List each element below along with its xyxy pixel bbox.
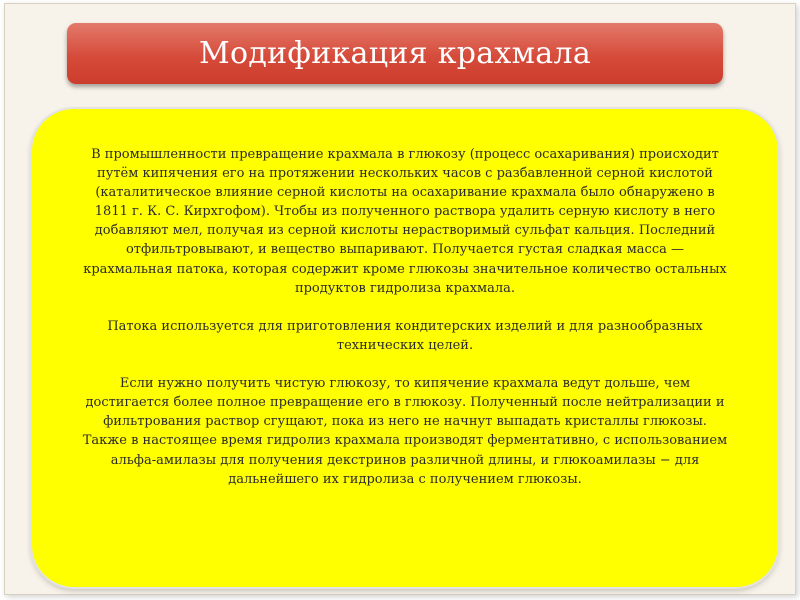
title-banner (67, 23, 723, 84)
content-text (80, 145, 730, 489)
paragraph-molasses-usage: Патока используется для приготовления кондитерских изделий и для разнообразных технических целей. (107, 318, 703, 353)
slide (4, 3, 796, 595)
paragraph-industrial-hydrolysis: В промышленности превращение крахмала в глюкозу (процесс осахаривания) происходит путём кипячения его на протяжении нескольких часов с разбавленной серной кислотой (каталитическое влияние серной кислоты на осахаривание крахмала было обнаружено в 1811 г. К. С. Кирхгофом). Чтобы из полученного раствора удалить серную кислоту в него добавляют мел, получая из серной кислоты нерастворимый сульфат кальция. Последний отфильтровывают, и вещество выпаривают. Получается густая сладкая масса — крахмальная патока, которая содержит кроме глюкозы значительное количество остальных продуктов гидролиза крахмала. (83, 147, 727, 296)
content-panel (32, 109, 778, 587)
slide-title: Модификация крахмала (198, 36, 592, 71)
paragraph-pure-glucose: Если нужно получить чистую глюкозу, то кипячение крахмала ведут дольше, чем достигается более полное превращение его в глюкозу. Полученный после нейтрализации и фильтрования раствор сгущают, пока из него не начнут выпадать кристаллы глюкозы. Также в настоящее время гидролиз крахмала производят ферментативно, с использованием альфа-амилазы для получения декстринов различной длины, и глюкоамилазы − для дальнейшего их гидролиза с получением глюкозы. (82, 376, 728, 487)
